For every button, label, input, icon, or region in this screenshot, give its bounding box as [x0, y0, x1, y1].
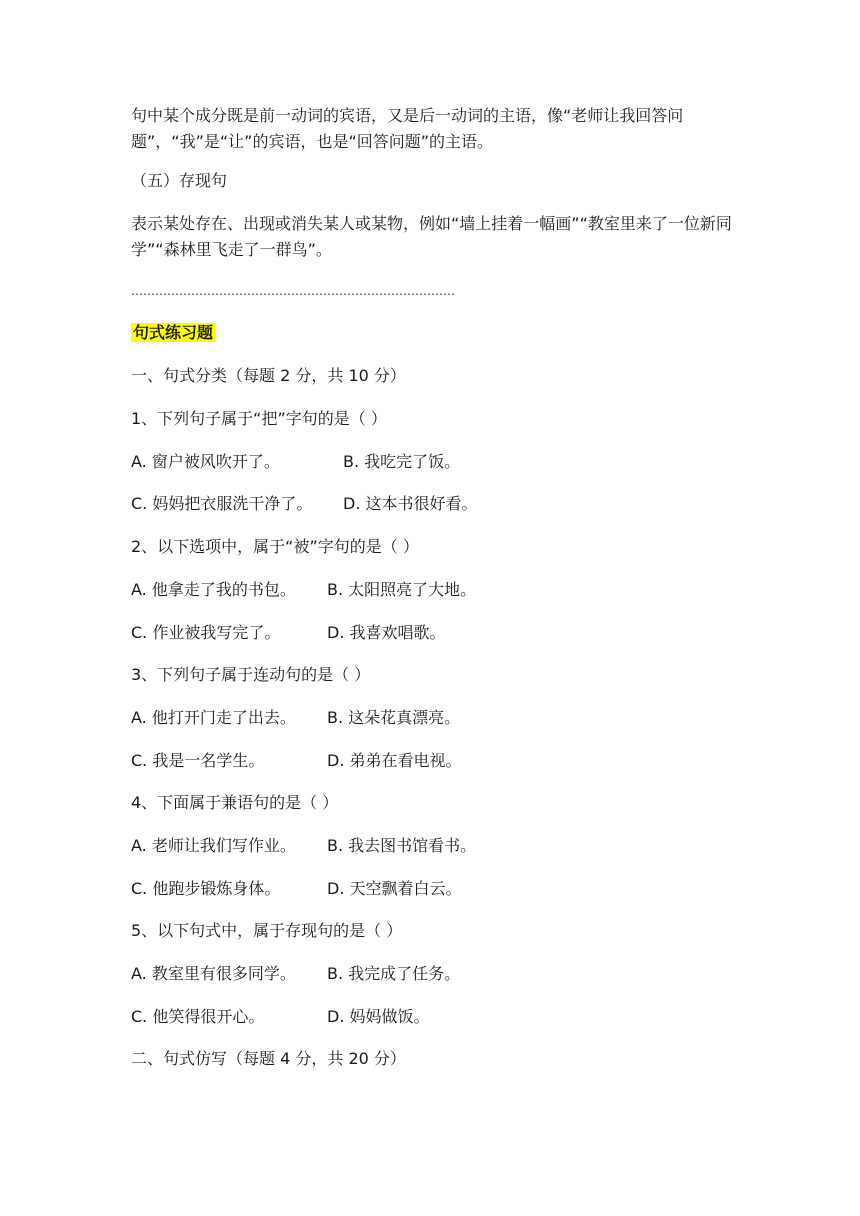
question-5-option-d: D. 妈妈做饭。 — [327, 1007, 430, 1026]
intro-paragraph-1: 句中某个成分既是前一动词的宾语，又是后一动词的主语，像“老师让我回答问题”，“我”是“让”的宾语，也是“回答问题”的主语。 — [131, 106, 684, 151]
question-4-stem: 4、下面属于兼语句的是（ ） — [131, 793, 339, 812]
question-5-option-c: C. 他笑得很开心。 — [131, 1007, 265, 1026]
question-1-option-a: A. 窗户被风吹开了。 — [131, 452, 280, 471]
section-5-title: （五）存现句 — [131, 171, 228, 190]
question-2-stem: 2、以下选项中，属于“被”字句的是（ ） — [131, 537, 419, 556]
question-3-options-row-1 — [131, 705, 800, 731]
question-5-options-row-2 — [131, 1004, 800, 1030]
question-4-options-row-2 — [131, 876, 800, 902]
question-5-options-row-1 — [131, 961, 800, 987]
dotted-divider: ……………………………………………………………………… — [131, 284, 455, 298]
question-1-options-row-2 — [131, 491, 800, 517]
question-3-option-d: D. 弟弟在看电视。 — [327, 751, 462, 770]
question-2-options-row-2 — [131, 620, 800, 646]
question-4-option-d: D. 天空飘着白云。 — [327, 879, 462, 898]
question-2-option-d: D. 我喜欢唱歌。 — [327, 623, 446, 642]
question-1-option-d: D. 这本书很好看。 — [343, 494, 478, 513]
intro-paragraph-2: 表示某处存在、出现或消失某人或某物，例如“墙上挂着一幅画”“教室里来了一位新同学”“森林里飞走了一群鸟”。 — [131, 214, 732, 259]
question-5-stem: 5、以下句式中，属于存现句的是（ ） — [131, 921, 403, 940]
question-2-option-a: A. 他拿走了我的书包。 — [131, 580, 296, 599]
exercise-heading-wrap — [131, 320, 800, 346]
question-3-option-a: A. 他打开门走了出去。 — [131, 708, 296, 727]
question-3-option-b: B. 这朵花真漂亮。 — [327, 708, 461, 727]
question-3-option-c: C. 我是一名学生。 — [131, 751, 265, 770]
question-1-options-row-1 — [131, 449, 800, 475]
exercise-title: 句式练习题 — [133, 323, 214, 342]
question-5-option-a: A. 教室里有很多同学。 — [131, 964, 296, 983]
question-2-option-b: B. 太阳照亮了大地。 — [327, 580, 477, 599]
question-4-option-b: B. 我去图书馆看书。 — [327, 836, 477, 855]
question-4-options-row-1 — [131, 833, 800, 859]
question-4-option-c: C. 他跑步锻炼身体。 — [131, 879, 281, 898]
question-3-stem: 3、下列句子属于连动句的是（ ） — [131, 665, 371, 684]
question-5-option-b: B. 我完成了任务。 — [327, 964, 461, 983]
question-1-stem: 1、下列句子属于“把”字句的是（ ） — [131, 409, 387, 428]
question-4-option-a: A. 老师让我们写作业。 — [131, 836, 296, 855]
question-2-options-row-1 — [131, 577, 800, 603]
part-1-title: 一、句式分类（每题 2 分，共 10 分） — [131, 366, 406, 385]
question-1-option-c: C. 妈妈把衣服洗干净了。 — [131, 494, 313, 513]
question-2-option-c: C. 作业被我写完了。 — [131, 623, 281, 642]
part-2-title: 二、句式仿写（每题 4 分，共 20 分） — [131, 1049, 406, 1068]
question-1-option-b: B. 我吃完了饭。 — [343, 452, 461, 471]
question-3-options-row-2 — [131, 748, 800, 774]
